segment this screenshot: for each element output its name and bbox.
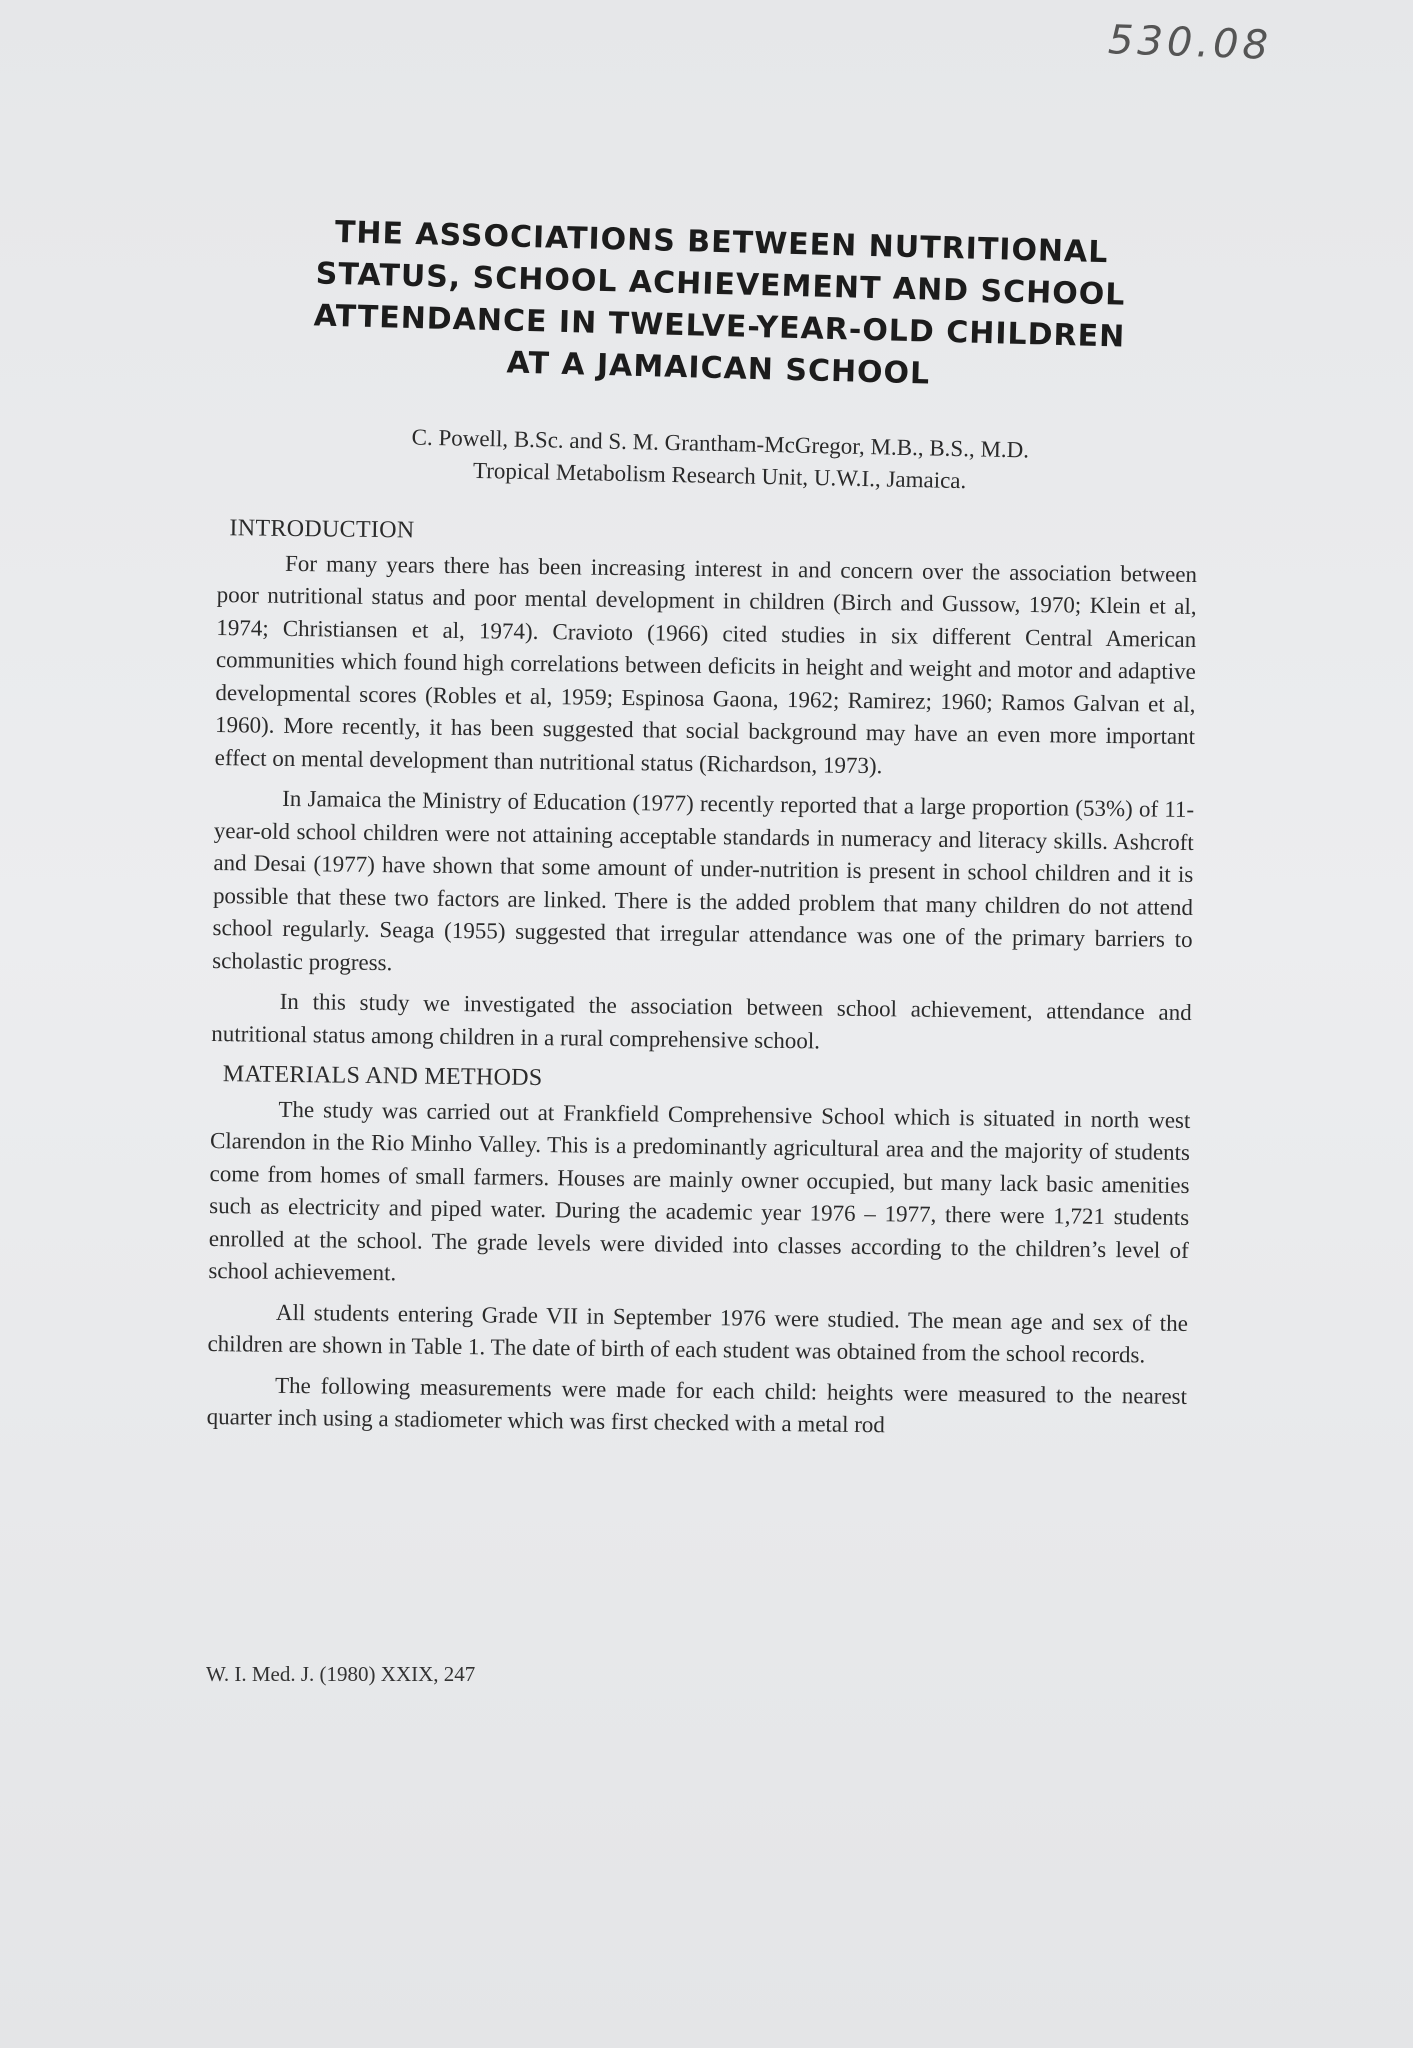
- paragraph: For many years there has been increasing interest in and concern over the association between poor nutritional status and poor mental development in children (Birch and Gussow, 1970; Klein et al, 1974; Christiansen et al, 1974). Cravioto (1966) cited studies in six different Central American communities which found high correlations between deficits in height and weight and motor and adaptive developmental scores (Robles et al, 1959; Espinosa Gaona, 1962; Ramirez; 1960; Ramos Galvan et al, 1960). More recently, it has been suggested that social background may have an even more important effect on mental development than nutritional status (Richardson, 1973).: [214, 550, 1198, 778]
- paragraph: All students entering Grade VII in September 1976 were studied. The mean age and sex of the children are shown in Table 1. The date of birth of each student was obtained from the school records.: [207, 1299, 1189, 1368]
- title-line: THE ASSOCIATIONS BETWEEN NUTRITIONAL: [334, 214, 1109, 271]
- paragraph: In Jamaica the Ministry of Education (1977) recently reported that a large proportion (53%) of 11-year-old school children were not attaining acceptable standards in numeracy and literacy skills. Ashcroft and Desai (1977) have shown that some amount of under-nutrition is present in school children and it is possible that these two factors are linked. There is the added problem that many children do not attend school regularly. Seaga (1955) suggested that irregular attendance was one of the primary barriers to scholastic progress.: [212, 785, 1195, 975]
- paragraph: In this study we investigated the association between school achievement, attendance and nutritional status among children in a rural comprehensive school.: [211, 988, 1192, 1053]
- affiliation: Tropical Metabolism Research Unit, U.W.I., Jamaica.: [472, 457, 967, 494]
- handwritten-note: 530.08: [1107, 17, 1273, 69]
- paper-title: [298, 211, 1142, 401]
- paragraph: The following measurements were made for each child: heights were measured to the nearest quarter inch using a stadiometer which was first checked with a metal rod: [206, 1372, 1188, 1438]
- section-heading-methods: MATERIALS AND METHODS: [222, 1061, 543, 1092]
- journal-citation: W. I. Med. J. (1980) XXIX, 247: [206, 1662, 476, 1686]
- section-heading-introduction: INTRODUCTION: [229, 515, 415, 544]
- article-body: [206, 512, 1197, 1453]
- title-line: AT A JAMAICAN SCHOOL: [506, 345, 931, 392]
- title-line: STATUS, SCHOOL ACHIEVEMENT AND SCHOOL: [315, 256, 1126, 313]
- paragraph: The study was carried out at Frankfield Comprehensive School which is situated in north west Clarendon in the Rio Minho Valley. This is a predominantly agricultural area and the majority of students come from homes of small farmers. Houses are mainly owner occupied, but many lack basic amenities such as electricity and piped water. During the academic year 1976 – 1977, there were 1,721 students enrolled at the school. The grade levels were divided into classes according to the children’s level of school achievement.: [208, 1096, 1191, 1286]
- author-block: [299, 419, 1140, 501]
- authors: C. Powell, B.Sc. and S. M. Grantham-McGregor, M.B., B.S., M.D.: [411, 424, 1030, 463]
- title-line: ATTENDANCE IN TWELVE-YEAR-OLD CHILDREN: [313, 298, 1126, 355]
